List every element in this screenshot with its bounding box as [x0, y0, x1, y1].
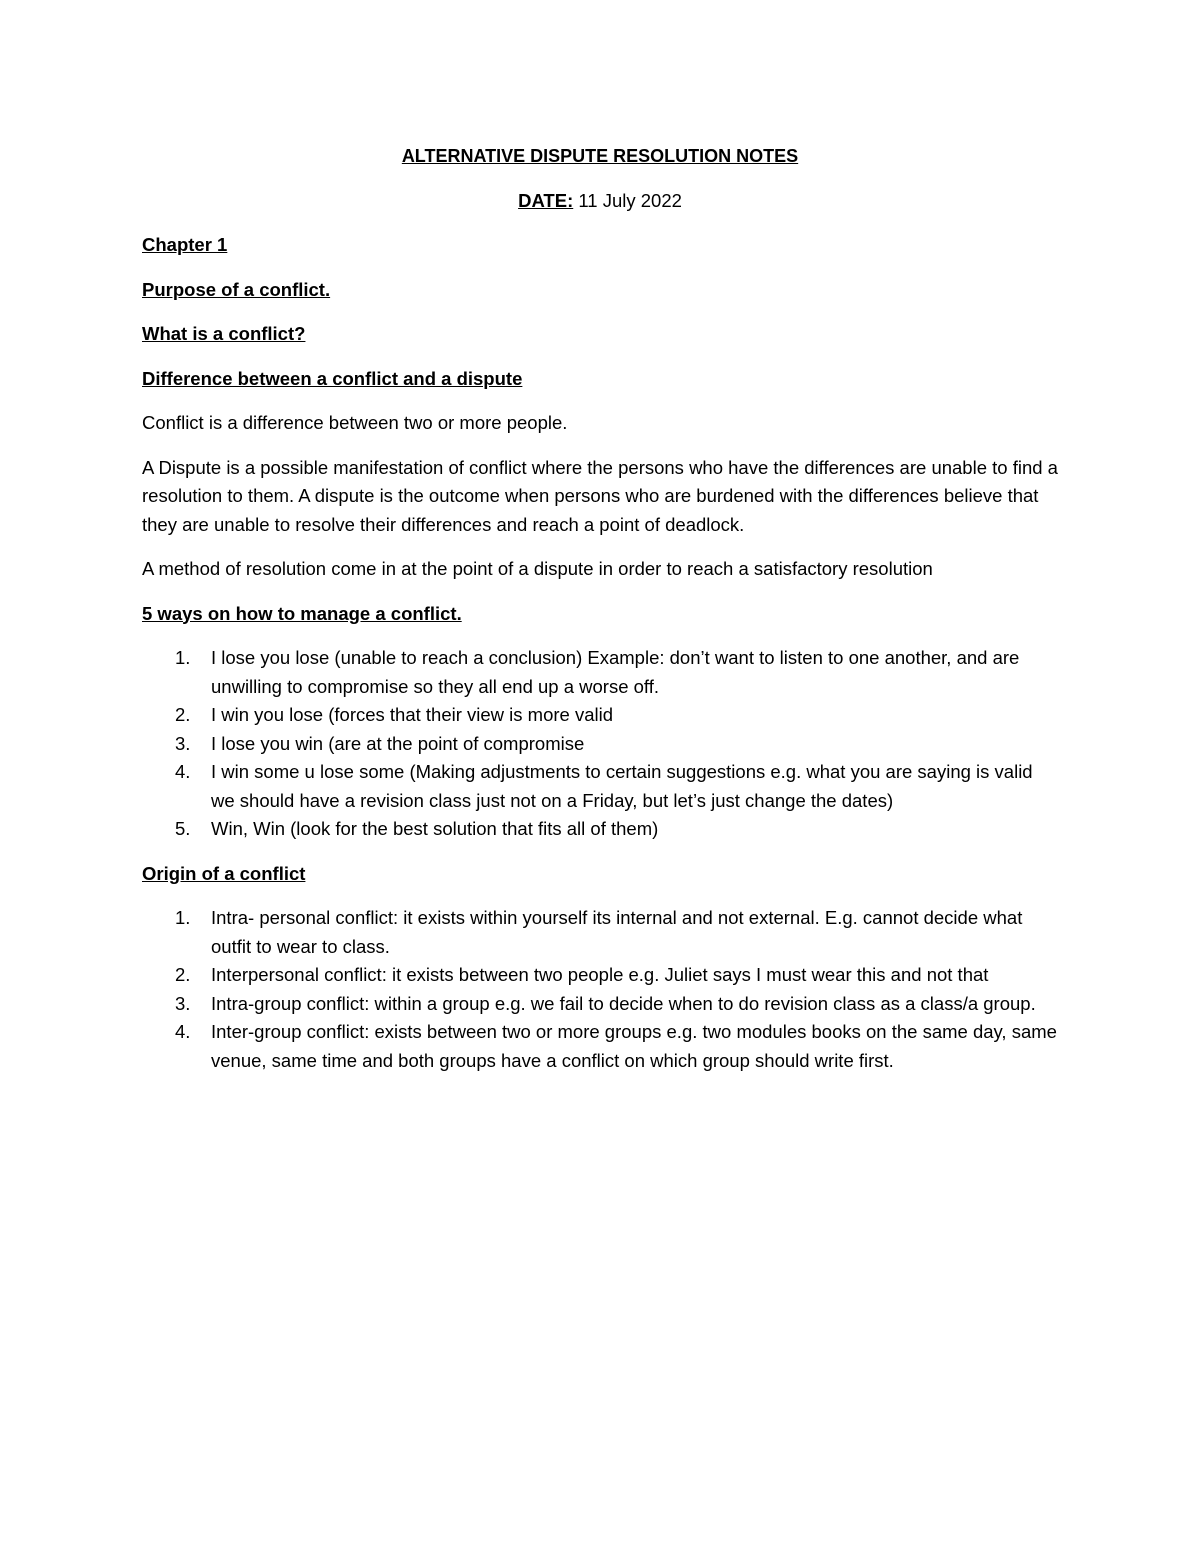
date-label: DATE:: [518, 189, 574, 211]
heading-what-is-conflict: What is a conflict?: [142, 323, 306, 344]
origins-list: [142, 904, 1058, 1075]
list-item: [142, 758, 1058, 815]
list-text: I win some u lose some (Making adjustments to certain suggestions e.g. what you are saying is valid we should have a revision class just not on a Friday, but let’s just change the dates): [211, 761, 1033, 811]
list-number: 4.: [175, 1021, 191, 1042]
paragraph-conflict: Conflict is a difference between two or more people.: [142, 412, 568, 433]
list-number: 3.: [175, 732, 191, 754]
list-item: [142, 961, 1058, 990]
list-item: [142, 990, 1058, 1019]
chapter-heading: Chapter 1: [142, 234, 228, 255]
list-number: 3.: [175, 992, 191, 1014]
list-text: Intra-group conflict: within a group e.g. we fail to decide when to do revision class as a class/a group.: [211, 992, 1036, 1014]
list-item: [142, 904, 1058, 961]
heading-ways: 5 ways on how to manage a conflict.: [142, 602, 462, 624]
list-text: Interpersonal conflict: it exists between two people e.g. Juliet says I must wear this and not that: [211, 964, 989, 985]
list-number: 5.: [175, 818, 191, 839]
list-number: 2.: [175, 964, 191, 985]
ways-list: [142, 644, 1058, 844]
list-text: Intra- personal conflict: it exists within yourself its internal and not external. E.g. cannot decide what outfit to wear to class.: [211, 907, 1023, 957]
list-text: I win you lose (forces that their view is more valid: [211, 704, 614, 725]
date-line: [142, 187, 1058, 216]
list-item: [142, 815, 1058, 844]
heading-difference: Difference between a conflict and a dispute: [142, 367, 523, 389]
list-item: [142, 1018, 1058, 1075]
list-text: I lose you win (are at the point of compromise: [211, 732, 585, 754]
list-item: [142, 701, 1058, 730]
list-number: 4.: [175, 761, 191, 782]
paragraph-method: A method of resolution come in at the point of a dispute in order to reach a satisfactory resolution: [142, 558, 933, 579]
document-title: ALTERNATIVE DISPUTE RESOLUTION NOTES: [401, 146, 799, 166]
heading-purpose: Purpose of a conflict.: [142, 278, 331, 300]
list-item: [142, 644, 1058, 701]
list-text: Inter-group conflict: exists between two or more groups e.g. two modules books on the same day, same venue, same time and both groups have a conflict on which group should write first.: [211, 1021, 1057, 1071]
list-number: 1.: [175, 907, 191, 928]
date-value: 11 July 2022: [573, 189, 682, 211]
heading-origin: Origin of a conflict: [142, 862, 306, 884]
list-text: I lose you lose (unable to reach a conclusion) Example: don’t want to listen to one another, and are unwilling to compromise so they all end up a worse off.: [211, 647, 1020, 697]
list-text: Win, Win (look for the best solution that fits all of them): [211, 818, 659, 839]
list-item: [142, 730, 1058, 759]
document-body: [142, 142, 1058, 1091]
list-number: 1.: [175, 647, 191, 668]
list-number: 2.: [175, 704, 191, 725]
paragraph-dispute: A Dispute is a possible manifestation of conflict where the persons who have the differences are unable to find a resolution to them. A dispute is the outcome when persons who are burdened with the differences believe that they are unable to resolve their differences and reach a point of deadlock.: [142, 456, 1058, 535]
